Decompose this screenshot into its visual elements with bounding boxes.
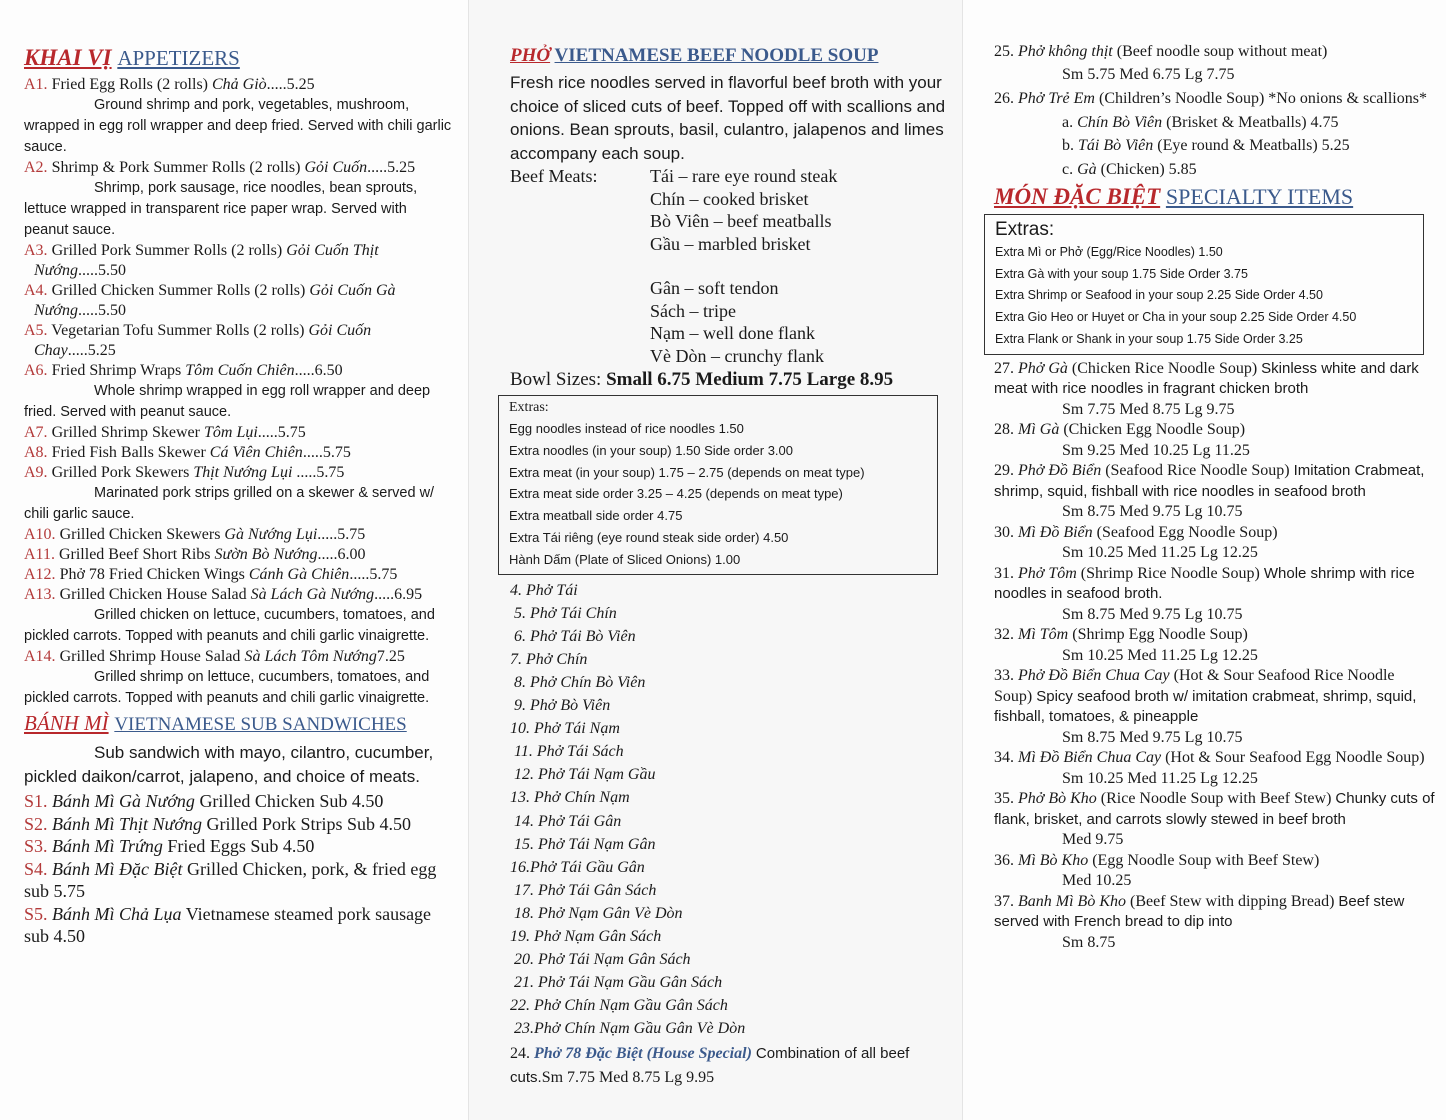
item-name: (Seafood Rice Noodle Soup) <box>1105 462 1290 480</box>
pho-item: 4. Phở Tái <box>510 581 578 599</box>
item-vn-name: Sà Lách Tôm Nướng <box>244 648 377 665</box>
appetizer-item <box>24 423 454 443</box>
item-code: A3. <box>24 242 48 259</box>
pho-item: 9. Phở Bò Viên <box>514 697 611 715</box>
item-name: Fried Egg Rolls (2 rolls) <box>51 76 208 93</box>
pho-item: 20. Phở Tái Nạm Gân Sách <box>514 951 691 969</box>
item-vn-name: Bánh Mì Thịt Nướng <box>52 813 202 834</box>
item-name: Fried Shrimp Wraps <box>51 362 182 379</box>
extras-row: Extra Mì or Phở (Egg/Rice Noodles) 1.50 <box>995 245 1223 259</box>
item-sizes: Sm 8.75 Med 9.75 Lg 10.75 <box>1062 728 1243 746</box>
item-sizes: Sm 8.75 Med 9.75 Lg 10.75 <box>1062 503 1243 521</box>
item-name: (Eye round & Meatballs) 5.25 <box>1157 137 1350 154</box>
item-name: Grilled Chicken Summer Rolls (2 rolls) <box>51 282 306 299</box>
appetizers-heading: KHAI VỊ APPETIZERS <box>24 45 240 70</box>
specialty-item <box>994 666 1436 728</box>
specialty-items <box>994 359 1436 954</box>
item-vn-name: Cá Viên Chiên <box>209 444 303 461</box>
item-description: Marinated pork strips grilled on a skewer & served w/ chili garlic sauce. <box>24 485 435 522</box>
item-vn-name: Chín Bò Viên <box>1077 113 1163 131</box>
item-name: Grilled Shrimp Skewer <box>51 424 200 441</box>
item-name: Vietnamese steamed pork sausage sub 4.50 <box>24 903 432 946</box>
item-code: S2. <box>24 813 48 834</box>
item-vn-name: Gỏi Cuốn Gà Nướng <box>34 282 396 319</box>
specialty-heading: MÓN ĐẶC BIỆT SPECIALTY ITEMS <box>994 184 1354 209</box>
item-name: Grilled Beef Short Ribs <box>58 546 211 563</box>
pho-item: 23.Phở Chín Nạm Gầu Gân Vè Dòn <box>514 1020 746 1038</box>
item-vn-name: Tôm Cuốn Chiên <box>185 362 295 379</box>
item-number: 32. <box>994 626 1014 644</box>
extras-row: Extra meat side order 3.25 – 4.25 (depends on meat type) <box>509 486 843 502</box>
pho-item: 7. Phở Chín <box>510 650 588 668</box>
specialty-item <box>994 564 1436 605</box>
item-25: 25. Phở không thịt (Beef noodle soup without meat) <box>994 43 1328 60</box>
item-name: (Egg Noodle Soup with Beef Stew) <box>1092 851 1320 869</box>
item-vn-name: Chả Giò <box>212 76 267 93</box>
item-code: A8. <box>24 444 48 461</box>
sandwich-item <box>24 813 454 836</box>
item-name: (Chicken Egg Noodle Soup) <box>1063 421 1246 439</box>
item-vn-name: Sườn Bò Nướng <box>214 546 318 563</box>
item-name: Fried Eggs Sub 4.50 <box>167 836 315 856</box>
item-name: Vegetarian Tofu Summer Rolls (2 rolls) <box>51 322 305 339</box>
meat-item: Vè Dòn – crunchy flank <box>650 345 824 366</box>
item-letter: a. <box>1062 113 1074 131</box>
sandwich-item <box>24 858 454 903</box>
extras-row: Extra Gà with your soup 1.75 Side Order 3.75 <box>995 266 1248 281</box>
item-code: S4. <box>24 858 48 879</box>
item-name: Grilled Pork Skewers <box>51 464 190 481</box>
item-number: 34. <box>994 749 1014 767</box>
item-code: S5. <box>24 903 48 924</box>
sandwich-list <box>24 790 454 948</box>
item-name: (Beef Stew with dipping Bread) <box>1130 892 1335 910</box>
item-vn-name: Sà Lách Gà Nướng <box>250 586 375 603</box>
extras-row: Extra Tái riêng (eye round steak side order) 4.50 <box>509 529 789 545</box>
item-25-sizes: Sm 5.75 Med 6.75 Lg 7.75 <box>1062 65 1235 83</box>
item-vn-name: Bánh Mì Trứng <box>52 836 163 856</box>
extras-row: Extra Flank or Shank in your soup 1.75 Side Order 3.25 <box>995 331 1303 346</box>
item-name: Grilled Chicken Sub 4.50 <box>199 791 384 811</box>
item-price: .....5.25 <box>67 342 116 359</box>
item-price: .....5.50 <box>77 262 126 279</box>
item-vn-name: Gỏi Cuốn <box>304 159 368 176</box>
item-number: 33. <box>994 667 1014 685</box>
appetizer-item <box>24 647 454 667</box>
pho-extras-box <box>498 395 938 575</box>
banhmi-heading: BÁNH MÌ VIETNAMESE SUB SANDWICHES <box>24 711 407 735</box>
item-description: Spicy seafood broth w/ imitation crabmeat, shrimp, squid, fishball, tomatoes, & pineapple <box>994 687 1417 726</box>
specialty-item <box>994 461 1436 502</box>
item-code: A6. <box>24 362 48 379</box>
item-price: .....6.95 <box>374 586 423 603</box>
specialty-item <box>994 748 1436 769</box>
item-code: A5. <box>24 322 48 339</box>
extras-row: Extra Shrimp or Seafood in your soup 2.25 Side Order 4.50 <box>995 288 1323 303</box>
pho-item: 22. Phở Chín Nạm Gầu Gân Sách <box>510 997 728 1015</box>
pho-item: 6. Phở Tái Bò Viên <box>514 627 636 645</box>
appetizer-item <box>24 75 454 95</box>
pho-intro: Fresh rice noodles served in flavorful beef broth with your choice of sliced cuts of beef. Topped off with scallions and onions. Bean sprouts, basil, culantro, jalapenos and limes accompany each soup. <box>510 73 946 163</box>
extras-row: Hành Dấm (Plate of Sliced Onions) 1.00 <box>509 551 741 567</box>
item-price: 7.25 <box>376 648 405 665</box>
item-letter: c. <box>1062 160 1074 178</box>
item-price: .....6.50 <box>294 362 343 379</box>
item-vn-name: Phở Đồ Biển Chua Cay <box>1018 667 1170 685</box>
item-name: Fried Fish Balls Skewer <box>51 444 206 461</box>
item-code: A10. <box>24 526 56 543</box>
pho-list <box>510 579 954 1041</box>
item-name: (Hot & Sour Seafood Egg Noodle Soup) <box>1165 749 1425 767</box>
item-name: Grilled Chicken House Salad <box>59 586 247 603</box>
item-sizes: Med 9.75 <box>1062 831 1124 849</box>
item-sizes: Sm 9.25 Med 10.25 Lg 11.25 <box>1062 441 1250 459</box>
item-vn-name: Gỏi Cuốn Chay <box>34 322 372 359</box>
item-vn-name: Mì Tôm <box>1018 626 1069 644</box>
item-sizes: Sm 8.75 Med 9.75 Lg 10.75 <box>1062 605 1243 623</box>
house-special: 24. Phở 78 Đặc Biệt (House Special) Combination of all beef cuts.Sm 7.75 Med 8.75 Lg 9.95 <box>510 1045 910 1087</box>
item-price: .....5.75 <box>317 526 366 543</box>
item-price: .....5.25 <box>367 159 416 176</box>
kids-list <box>994 111 1436 182</box>
item-name: (Chicken Rice Noodle Soup) <box>1071 359 1258 377</box>
item-vn-name: Mì Bò Kho <box>1018 851 1089 869</box>
pho-item: 15. Phở Tái Nạm Gân <box>514 835 656 853</box>
item-number: 31. <box>994 564 1014 582</box>
item-code: S3. <box>24 836 48 856</box>
pho-item: 16.Phở Tái Gầu Gân <box>510 858 645 876</box>
item-vn-name: Bánh Mì Chả Lụa <box>52 903 182 924</box>
pho-item: 13. Phở Chín Nạm <box>510 789 630 807</box>
item-vn-name: Phở Tôm <box>1018 564 1077 582</box>
pho-item: 12. Phở Tái Nạm Gầu <box>514 766 656 784</box>
item-number: 30. <box>994 523 1014 541</box>
item-number: 27. <box>994 359 1014 377</box>
beef-meats <box>510 165 954 367</box>
pho-item: 5. Phở Tái Chín <box>514 604 617 622</box>
extras-title: Extras: <box>509 400 549 415</box>
meat-item: Gân – soft tendon <box>650 278 779 298</box>
appetizer-item <box>24 158 454 178</box>
item-vn-name: Banh Mì Bò Kho <box>1018 892 1126 910</box>
item-description: Whole shrimp with rice noodles in seafood broth. <box>994 564 1415 603</box>
item-number: 29. <box>994 462 1014 480</box>
item-description: Chunky cuts of flank, brisket, and carrots slowly stewed in beef broth <box>994 790 1435 828</box>
item-name: (Chicken) 5.85 <box>1100 160 1197 178</box>
pho-item: 17. Phở Tái Gân Sách <box>514 881 657 899</box>
item-vn-name: Gỏi Cuốn Thịt Nướng <box>34 242 379 279</box>
specialty-item <box>994 892 1436 933</box>
appetizer-item <box>24 565 454 585</box>
item-sizes: Sm 10.25 Med 11.25 Lg 12.25 <box>1062 769 1258 787</box>
extras-row: Extra meat (in your soup) 1.75 – 2.75 (depends on meat type) <box>509 464 865 480</box>
appetizer-item <box>24 585 454 605</box>
item-name: Grilled Pork Summer Rolls (2 rolls) <box>51 242 283 259</box>
item-sizes: Med 10.25 <box>1062 872 1132 890</box>
item-name: (Shrimp Egg Noodle Soup) <box>1072 626 1248 644</box>
item-code: S1. <box>24 791 48 811</box>
item-code: A14. <box>24 648 56 665</box>
item-description: Ground shrimp and pork, vegetables, mushroom, wrapped in egg roll wrapper and deep fried. Served with chili garlic sauce. <box>24 97 452 155</box>
kids-item <box>994 134 1436 158</box>
meat-item: Sách – tripe <box>650 300 736 321</box>
bowl-sizes: Bowl Sizes: Small 6.75 Medium 7.75 Large 8.95 <box>510 369 894 390</box>
meat-item: Bò Viên – beef meatballs <box>650 211 832 231</box>
item-price: .....5.75 <box>349 566 398 583</box>
item-number: 35. <box>994 790 1014 808</box>
pho-panel <box>468 0 963 1120</box>
specialty-item <box>994 625 1436 646</box>
item-name: Phở 78 Fried Chicken Wings <box>59 566 245 583</box>
beef-meats-label: Beef Meats: <box>510 166 598 186</box>
item-description: Shrimp, pork sausage, rice noodles, bean sprouts, lettuce wrapped in transparent rice paper wrap. Served with peanut sauce. <box>24 180 418 238</box>
item-vn-name: Tái Bò Viên <box>1078 137 1154 154</box>
pho-item: 18. Phở Nạm Gân Vè Dòn <box>514 904 683 922</box>
item-26: 26. Phở Trẻ Em (Children’s Noodle Soup) *No onions & scallions* <box>994 89 1427 107</box>
item-code: A2. <box>24 159 48 176</box>
item-code: A13. <box>24 586 56 603</box>
item-name: (Brisket & Meatballs) 4.75 <box>1166 113 1339 131</box>
pho-item: 11. Phở Tái Sách <box>514 743 624 761</box>
banhmi-intro: Sub sandwich with mayo, cilantro, cucumber, pickled daikon/carrot, jalapeno, and choice of meats. <box>24 743 434 786</box>
item-price: .....5.75 <box>302 444 351 461</box>
item-code: A4. <box>24 282 48 299</box>
item-vn-name: Cánh Gà Chiên <box>248 566 350 583</box>
item-vn-name: Mì Gà <box>1018 421 1060 439</box>
extras-row: Extra meatball side order 4.75 <box>509 508 683 524</box>
item-vn-name: Bánh Mì Đặc Biệt <box>52 858 183 879</box>
item-name: (Rice Noodle Soup with Beef Stew) <box>1100 790 1332 808</box>
extras-row: Extra Gio Heo or Huyet or Cha in your soup 2.25 Side Order 4.50 <box>995 310 1357 325</box>
specialty-item <box>994 523 1436 544</box>
item-price: .....5.75 <box>257 424 306 441</box>
item-vn-name: Mì Đồ Biển Chua Cay <box>1018 749 1162 767</box>
item-vn-name: Gà Nướng Lụi <box>224 526 318 543</box>
pho-item: 19. Phở Nạm Gân Sách <box>510 927 662 945</box>
extras-row: Extra noodles (in your soup) 1.50 Side order 3.00 <box>509 442 794 458</box>
item-description: Grilled chicken on lettuce, cucumbers, tomatoes, and pickled carrots. Topped with peanuts and chili garlic vinaigrette. <box>24 607 435 644</box>
item-number: 28. <box>994 421 1014 439</box>
extras-title: Extras: <box>995 219 1055 240</box>
appetizer-item <box>24 443 454 463</box>
item-sizes: Sm 10.25 Med 11.25 Lg 12.25 <box>1062 646 1258 664</box>
pho-item: 14. Phở Tái Gân <box>514 812 622 830</box>
pho-heading: PHỞ VIETNAMESE BEEF NOODLE SOUP <box>510 45 879 66</box>
sandwich-item <box>24 903 454 948</box>
meat-item: Chín – cooked brisket <box>650 188 809 209</box>
specialty-item <box>994 851 1436 872</box>
item-sizes: Sm 8.75 <box>1062 933 1116 951</box>
pho-item: 21. Phở Tái Nạm Gầu Gân Sách <box>514 974 723 992</box>
sandwich-item <box>24 790 454 813</box>
item-name: Grilled Chicken, pork, & fried egg sub 5.75 <box>24 858 437 901</box>
item-name: (Shrimp Rice Noodle Soup) <box>1080 564 1260 582</box>
meat-item: Nạm – well done flank <box>650 323 815 343</box>
item-vn-name: Mì Đồ Biển <box>1018 523 1093 541</box>
item-vn-name: Phở Bò Kho <box>1018 790 1097 808</box>
appetizer-item <box>24 525 454 545</box>
item-vn-name: Bánh Mì Gà Nướng <box>52 791 195 811</box>
appetizer-item <box>24 361 454 381</box>
item-code: A1. <box>24 76 48 93</box>
appetizer-item <box>24 321 454 361</box>
item-price: .....5.25 <box>266 76 315 93</box>
item-price: .....5.75 <box>292 464 345 481</box>
appetizer-item <box>24 241 454 281</box>
item-code: A7. <box>24 424 48 441</box>
appetizer-item <box>24 463 454 483</box>
item-code: A11. <box>24 546 55 563</box>
item-number: 36. <box>994 851 1014 869</box>
appetizer-item <box>24 545 454 565</box>
pho-item: 8. Phở Chín Bò Viên <box>514 673 646 691</box>
item-name: Grilled Shrimp House Salad <box>59 648 241 665</box>
appetizer-item <box>24 281 454 321</box>
specialty-item <box>994 789 1436 830</box>
pho-item: 10. Phở Tái Nạm <box>510 720 620 738</box>
meat-item: Tái – rare eye round steak <box>650 166 838 186</box>
item-description: Whole shrimp wrapped in egg roll wrapper and deep fried. Served with peanut sauce. <box>24 383 431 420</box>
item-code: A12. <box>24 566 56 583</box>
item-name: Shrimp & Pork Summer Rolls (2 rolls) <box>51 159 301 176</box>
item-description: Skinless white and dark meat with rice noodles in fragrant chicken broth <box>994 359 1419 398</box>
item-description: Imitation Crabmeat, shrimp, squid, fishball with rice noodles in seafood broth <box>994 462 1425 500</box>
item-vn-name: Phở Gà <box>1018 359 1068 377</box>
specialty-panel <box>963 0 1446 1120</box>
specialty-item <box>994 420 1436 441</box>
item-sizes: Sm 7.75 Med 8.75 Lg 9.75 <box>1062 400 1235 418</box>
meat-item: Gầu – marbled brisket <box>650 233 811 254</box>
item-description: Beef stew served with French bread to dip into <box>994 892 1405 931</box>
specialty-item <box>994 359 1436 400</box>
appetizer-list <box>24 75 454 709</box>
item-vn-name: Tôm Lụi <box>203 424 258 441</box>
extras-row: Egg noodles instead of rice noodles 1.50 <box>509 421 744 436</box>
item-name: Grilled Pork Strips Sub 4.50 <box>206 813 411 834</box>
item-vn-name: Phở Đồ Biển <box>1018 462 1102 480</box>
item-number: 37. <box>994 892 1014 910</box>
item-vn-name: Thịt Nướng Lụi <box>193 464 293 481</box>
item-name: (Hot & Sour Seafood Rice Noodle Soup) <box>994 667 1395 705</box>
item-name: Grilled Chicken Skewers <box>59 526 221 543</box>
specialty-extras-box <box>984 214 1424 355</box>
item-price: .....5.50 <box>77 302 126 319</box>
appetizers-panel <box>0 0 468 1120</box>
item-price: .....6.00 <box>317 546 366 563</box>
item-vn-name: Gà <box>1077 160 1097 178</box>
item-sizes: Sm 10.25 Med 11.25 Lg 12.25 <box>1062 544 1258 562</box>
item-name: (Seafood Egg Noodle Soup) <box>1096 523 1278 541</box>
kids-item <box>994 111 1436 135</box>
item-description: Grilled shrimp on lettuce, cucumbers, tomatoes, and pickled carrots. Topped with peanuts and chili garlic vinaigrette. <box>24 669 430 706</box>
kids-item <box>994 158 1436 182</box>
item-letter: b. <box>1062 137 1074 154</box>
item-code: A9. <box>24 464 48 481</box>
sandwich-item <box>24 835 454 858</box>
